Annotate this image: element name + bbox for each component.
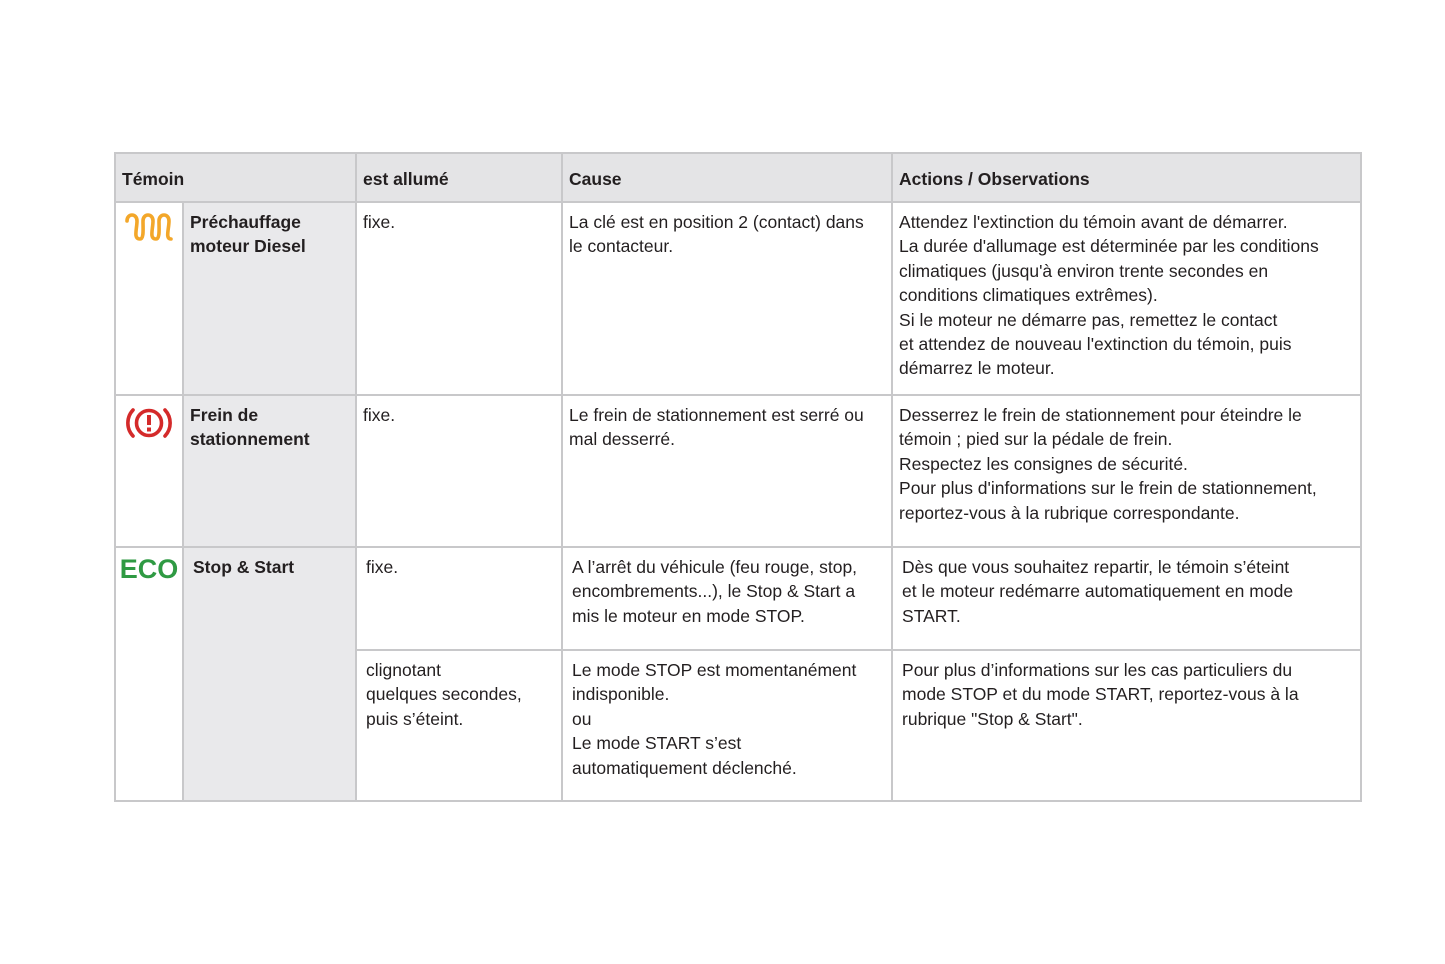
actions-line: rubrique "Stop & Start". [902,708,1083,729]
allume-line: fixe. [363,212,396,232]
actions-line: conditions climatiques extrêmes). [899,285,1158,306]
icon-cell-brake [115,395,183,547]
actions-line: Desserrez le frein de stationnement pour éteindre le [899,405,1302,425]
cause-line: mal desserré. [569,429,676,450]
eco-icon: ECO [119,554,179,584]
table-header-row [115,153,1361,202]
actions-line: démarrez le moteur. [899,358,1055,379]
allume-line: clignotant [366,660,441,680]
actions-line: Dès que vous souhaitez repartir, le témoin s’éteint [902,557,1290,577]
cause-line: Le mode STOP est momentanément [572,660,857,680]
cause-line: A l’arrêt du véhicule (feu rouge, stop, [572,557,858,577]
actions-cell [892,395,1361,547]
allume-cell [356,395,562,547]
actions-line: Attendez l'extinction du témoin avant de démarrer. [899,212,1288,232]
actions-cell [892,650,1361,801]
allume-cell [356,202,562,395]
cause-line: indisponible. [572,684,670,705]
table-row-diesel [115,202,1361,395]
table-row-parking-brake [115,395,1361,547]
cause-cell [562,202,892,395]
header-allume: est allumé [356,153,562,202]
parking-brake-icon [124,404,174,442]
glow-plug-icon [124,211,174,245]
allume-cell [356,547,562,650]
cause-cell [562,395,892,547]
allume-line: quelques secondes, [366,684,522,705]
name-line: Frein de [190,405,259,425]
cause-line: ou [572,708,592,729]
actions-line: Pour plus d’informations sur les cas particuliers du [902,660,1293,680]
cause-line: mis le moteur en mode STOP. [572,605,805,626]
table-row-stop-start [115,547,1361,650]
actions-line: climatiques (jusqu'à environ trente secondes en [899,260,1269,281]
actions-line: reportez-vous à la rubrique correspondante. [899,502,1240,523]
actions-line: Respectez les consignes de sécurité. [899,453,1188,474]
header-actions: Actions / Observations [892,153,1361,202]
cause-line: automatiquement déclenché. [572,757,797,778]
allume-cell [356,650,562,801]
header-cause: Cause [562,153,892,202]
warning-lights-table [114,152,1362,802]
icon-cell-diesel [115,202,183,395]
name-line: stationnement [190,429,310,450]
cause-line: La clé est en position 2 (contact) dans [569,212,864,232]
allume-line: puis s’éteint. [366,708,464,729]
name-cell-diesel [183,202,356,395]
icon-cell-eco [115,547,183,801]
name-line: moteur Diesel [190,236,306,257]
actions-line: Si le moteur ne démarre pas, remettez le contact [899,309,1278,330]
actions-line: Pour plus d'informations sur le frein de stationnement, [899,478,1317,499]
cause-cell [562,650,892,801]
name-cell-stop-start [183,547,356,801]
name-line: Stop & Start [193,557,295,577]
cause-line: le contacteur. [569,236,674,257]
name-cell-brake [183,395,356,547]
actions-line: La durée d'allumage est déterminée par les conditions [899,236,1319,257]
allume-line: fixe. [366,557,399,577]
actions-line: et le moteur redémarre automatiquement en mode [902,581,1294,602]
name-line: Préchauffage [190,212,301,232]
allume-line: fixe. [363,405,396,425]
actions-line: START. [902,605,961,626]
cause-line: Le frein de stationnement est serré ou [569,405,864,425]
actions-cell [892,547,1361,650]
cause-line: Le mode START s’est [572,733,742,754]
cause-line: encombrements...), le Stop & Start a [572,581,856,602]
actions-line: témoin ; pied sur la pédale de frein. [899,429,1173,450]
actions-line: mode STOP et du mode START, reportez-vous à la [902,684,1299,705]
actions-cell [892,202,1361,395]
header-temoin: Témoin [115,153,356,202]
actions-line: et attendez de nouveau l'extinction du témoin, puis [899,334,1292,355]
cause-cell [562,547,892,650]
